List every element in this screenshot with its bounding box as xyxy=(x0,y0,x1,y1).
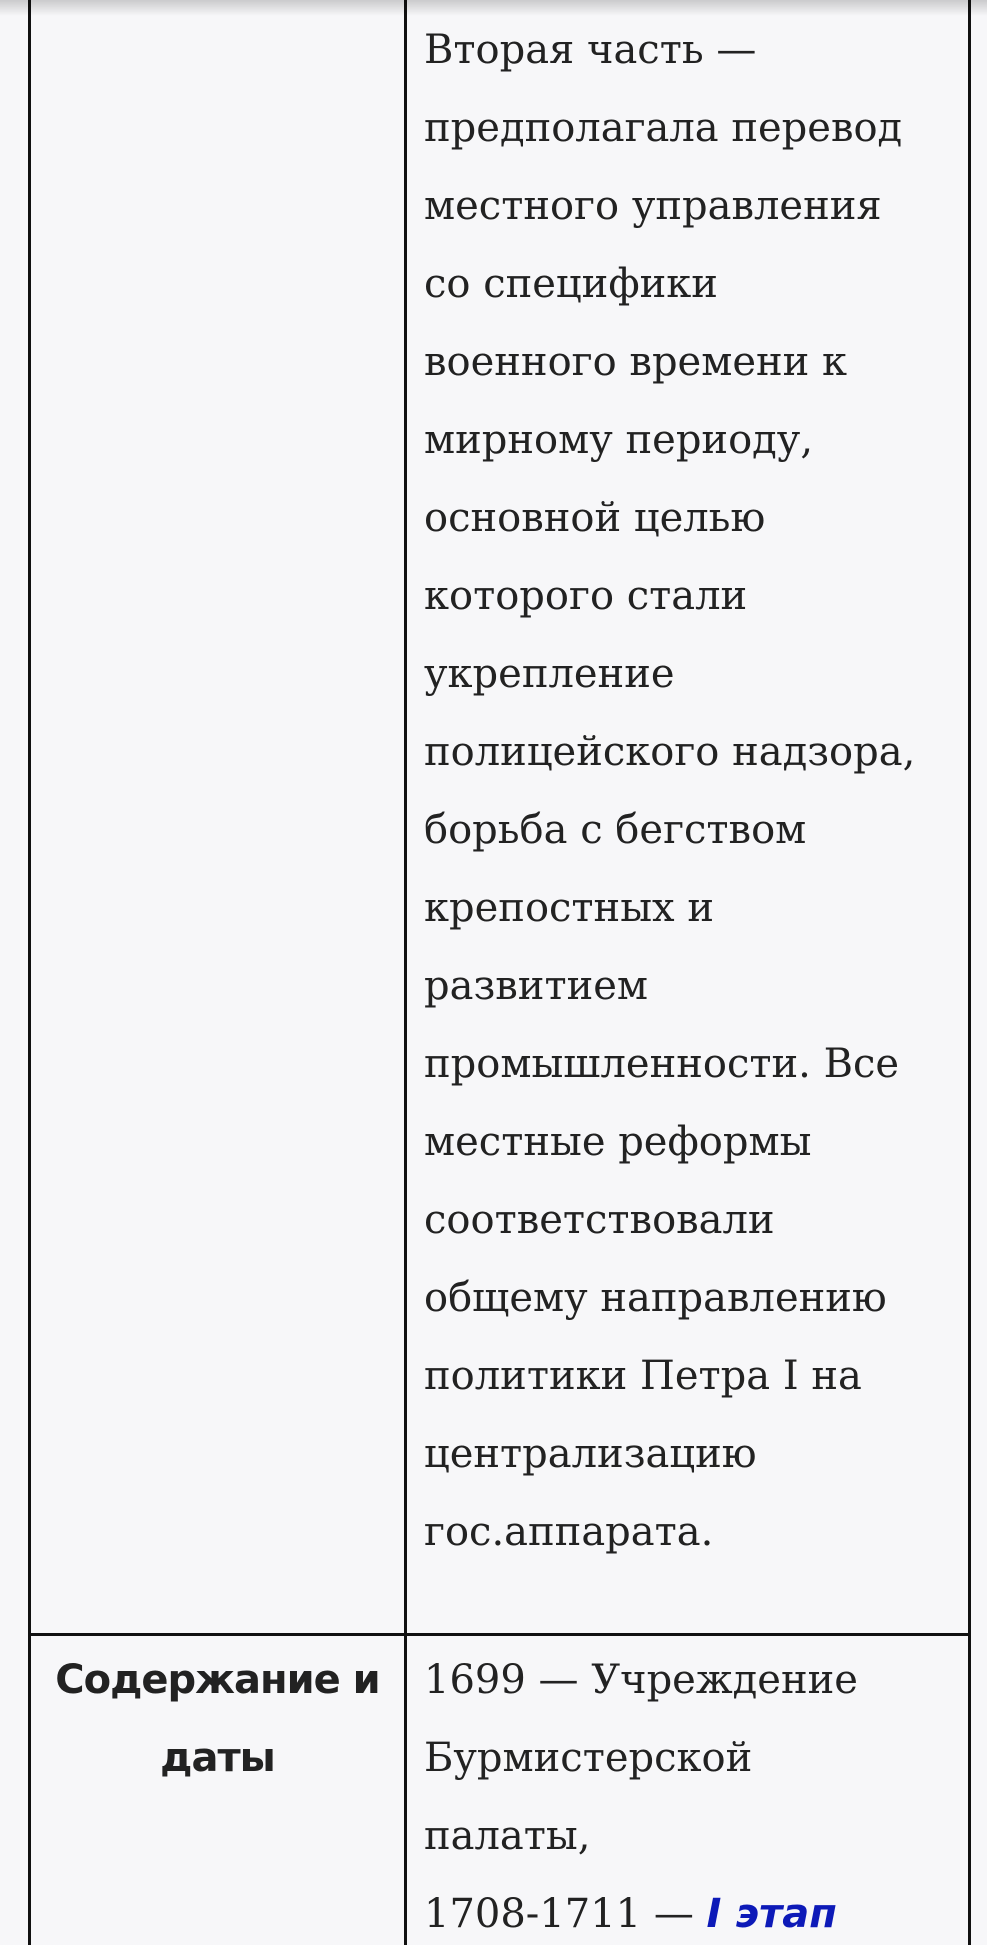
text-line: развитием xyxy=(424,963,649,1009)
reform-info-table xyxy=(28,0,971,1945)
text-line: местные реформы xyxy=(424,1119,812,1165)
text-line: общему направлению xyxy=(424,1275,887,1321)
text-line: мирному периоду, xyxy=(424,417,814,463)
table-row xyxy=(30,0,970,1635)
text-line: предполагала перевод xyxy=(424,105,903,151)
description-text xyxy=(407,0,968,1584)
label-line: даты xyxy=(160,1735,275,1781)
text-line: палаты, xyxy=(424,1813,591,1859)
row-value-cell-contents xyxy=(406,1635,970,1945)
text-line: которого стали xyxy=(424,573,748,619)
text-line: 1699 — Учреждение xyxy=(424,1657,858,1703)
label-line: Содержание и xyxy=(55,1657,380,1703)
text-line: местного управления xyxy=(424,183,882,229)
text-line: политики Петра I на xyxy=(424,1353,862,1399)
row-label-cell-empty xyxy=(30,0,406,1635)
text-line-with-link xyxy=(424,1875,968,1945)
text-line: полицейского надзора, xyxy=(424,729,916,775)
text-line: укрепление xyxy=(424,651,675,697)
row-label-cell-contents-dates xyxy=(30,1635,406,1945)
text-line: военного времени к xyxy=(424,339,848,385)
text-line: Вторая часть — xyxy=(424,27,757,73)
text-line: Бурмистерской xyxy=(424,1735,753,1781)
text-line: со специфики xyxy=(424,261,718,307)
row-value-cell-description xyxy=(406,0,970,1635)
contents-text xyxy=(407,1636,968,1945)
text-line: соответствовали xyxy=(424,1197,775,1243)
text-line: гос.аппарата. xyxy=(424,1509,714,1555)
stage-one-link[interactable]: I этап xyxy=(706,1891,837,1937)
text-line: крепостных и xyxy=(424,885,714,931)
table-row xyxy=(30,1635,970,1945)
text-line: борьба с бегством xyxy=(424,807,807,853)
text-line: промышленности. Все xyxy=(424,1041,900,1087)
text-line: основной целью xyxy=(424,495,766,541)
date-range-text: 1708-1711 — xyxy=(424,1891,707,1937)
text-line: централизацию xyxy=(424,1431,757,1477)
top-scroll-shadow xyxy=(0,0,987,16)
row-label xyxy=(31,1636,404,1797)
